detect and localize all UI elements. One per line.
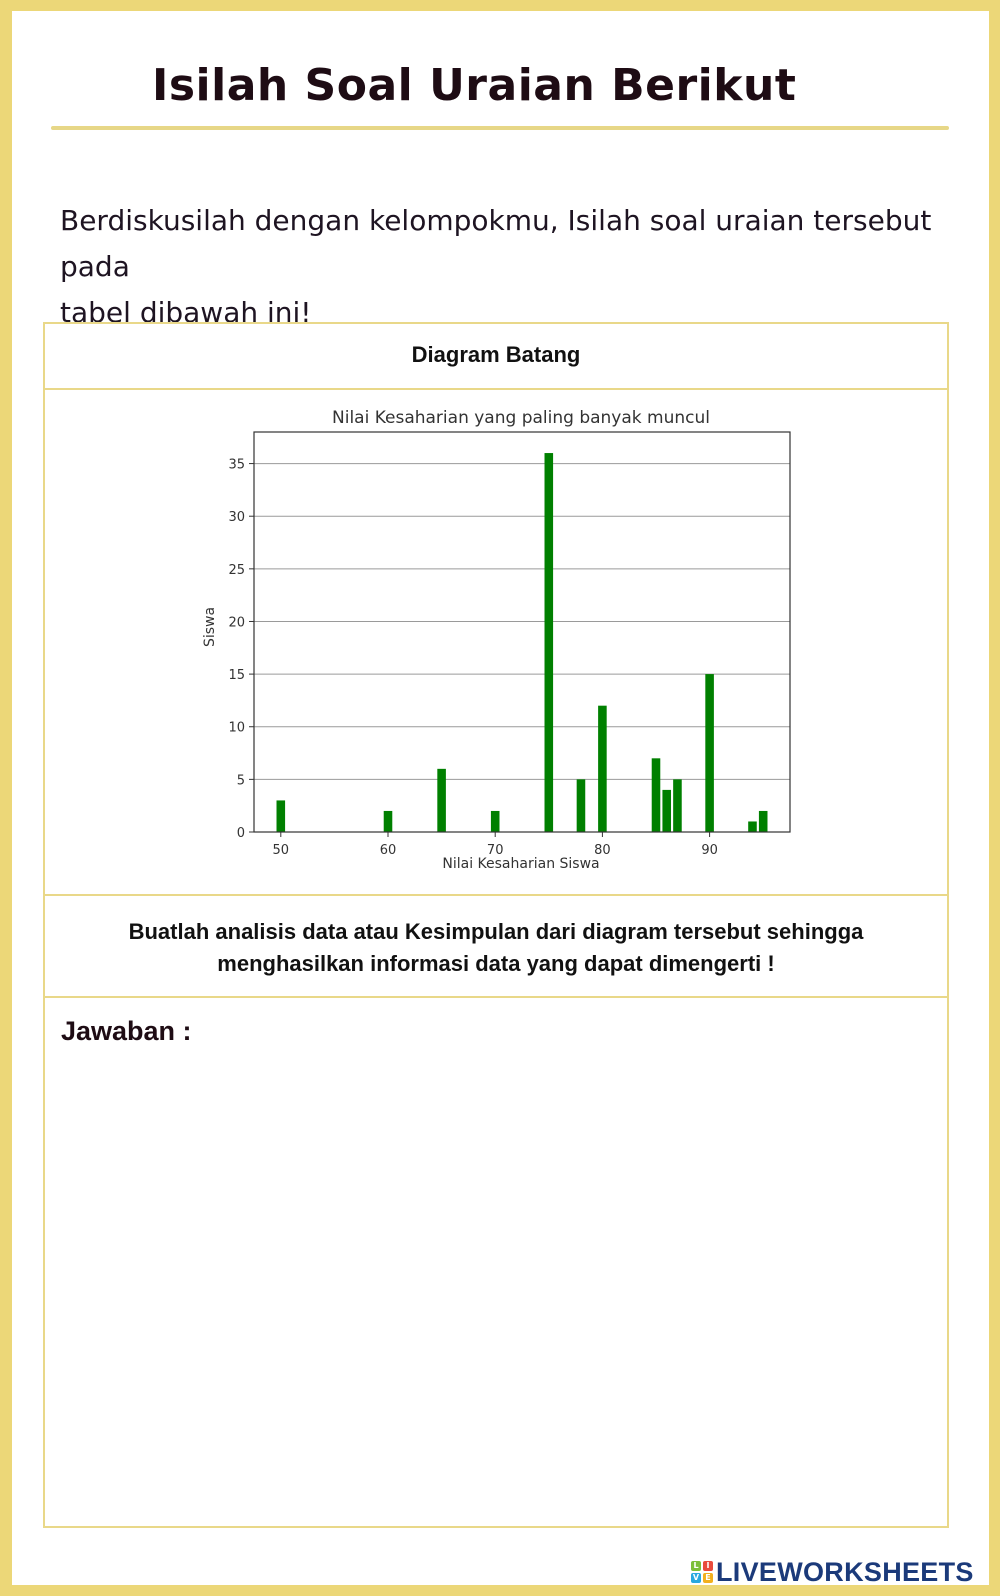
table-caption-row [45, 324, 947, 388]
x-tick-label: 90 [701, 843, 718, 858]
y-axis-label: Siswa [202, 606, 218, 648]
table-caption: Diagram Batang [411, 342, 581, 367]
answer-label: Jawaban : [61, 1016, 192, 1046]
bar [491, 811, 500, 832]
worksheet-table [43, 322, 949, 1528]
answer-row[interactable] [45, 998, 947, 1526]
x-tick-label: 50 [272, 843, 290, 858]
chart-row [45, 390, 947, 894]
bar [652, 758, 661, 832]
bar [748, 821, 757, 832]
title-underline [51, 126, 949, 130]
bar [759, 811, 768, 832]
y-tick-label: 15 [228, 668, 245, 684]
y-tick-label: 30 [228, 510, 245, 526]
logo-tile: L [691, 1561, 701, 1571]
logo-tile: I [703, 1561, 713, 1571]
question-row [45, 896, 947, 996]
bar-chart-svg [45, 390, 947, 894]
bar [705, 674, 714, 832]
x-tick-label: 80 [594, 843, 611, 858]
y-tick-label: 10 [228, 720, 245, 736]
bar [598, 706, 607, 832]
bar [673, 779, 682, 832]
y-tick-label: 35 [228, 457, 245, 473]
y-tick-label: 0 [236, 826, 245, 841]
bar [545, 453, 554, 832]
question-line-1: Buatlah analisis data atau Kesimpulan dari diagram tersebut sehingga [128, 919, 864, 944]
instructions-line-1: Berdiskusilah dengan kelompokmu, Isilah soal uraian tersebut pada [60, 204, 932, 283]
bar [277, 800, 286, 832]
instructions [60, 198, 940, 336]
bar [662, 790, 671, 832]
x-tick-label: 70 [486, 843, 504, 858]
instructions-line-2: tabel dibawah ini! [60, 296, 312, 329]
worksheet-title: Isilah Soal Uraian Berikut [152, 60, 797, 111]
x-tick-label: 60 [379, 843, 397, 858]
bar [437, 769, 446, 832]
y-tick-label: 25 [228, 562, 245, 578]
bar [384, 811, 393, 832]
bar [577, 779, 586, 832]
y-tick-label: 20 [228, 615, 245, 631]
x-axis-label: Nilai Kesaharian Siswa [442, 856, 600, 872]
y-tick-label: 5 [236, 773, 245, 789]
bar-chart [45, 390, 947, 900]
question-line-2: menghasilkan informasi data yang dapat dimengerti ! [217, 951, 775, 976]
logo-tile: V [692, 1573, 700, 1582]
logo-text: LIVEWORKSHEETS [716, 1556, 974, 1587]
question-text [75, 916, 917, 980]
logo-icon [691, 1561, 713, 1583]
logo-tile: E [703, 1573, 713, 1583]
chart-title: Nilai Kesaharian yang paling banyak muncul [332, 408, 710, 428]
liveworksheets-logo[interactable] [691, 1555, 974, 1589]
